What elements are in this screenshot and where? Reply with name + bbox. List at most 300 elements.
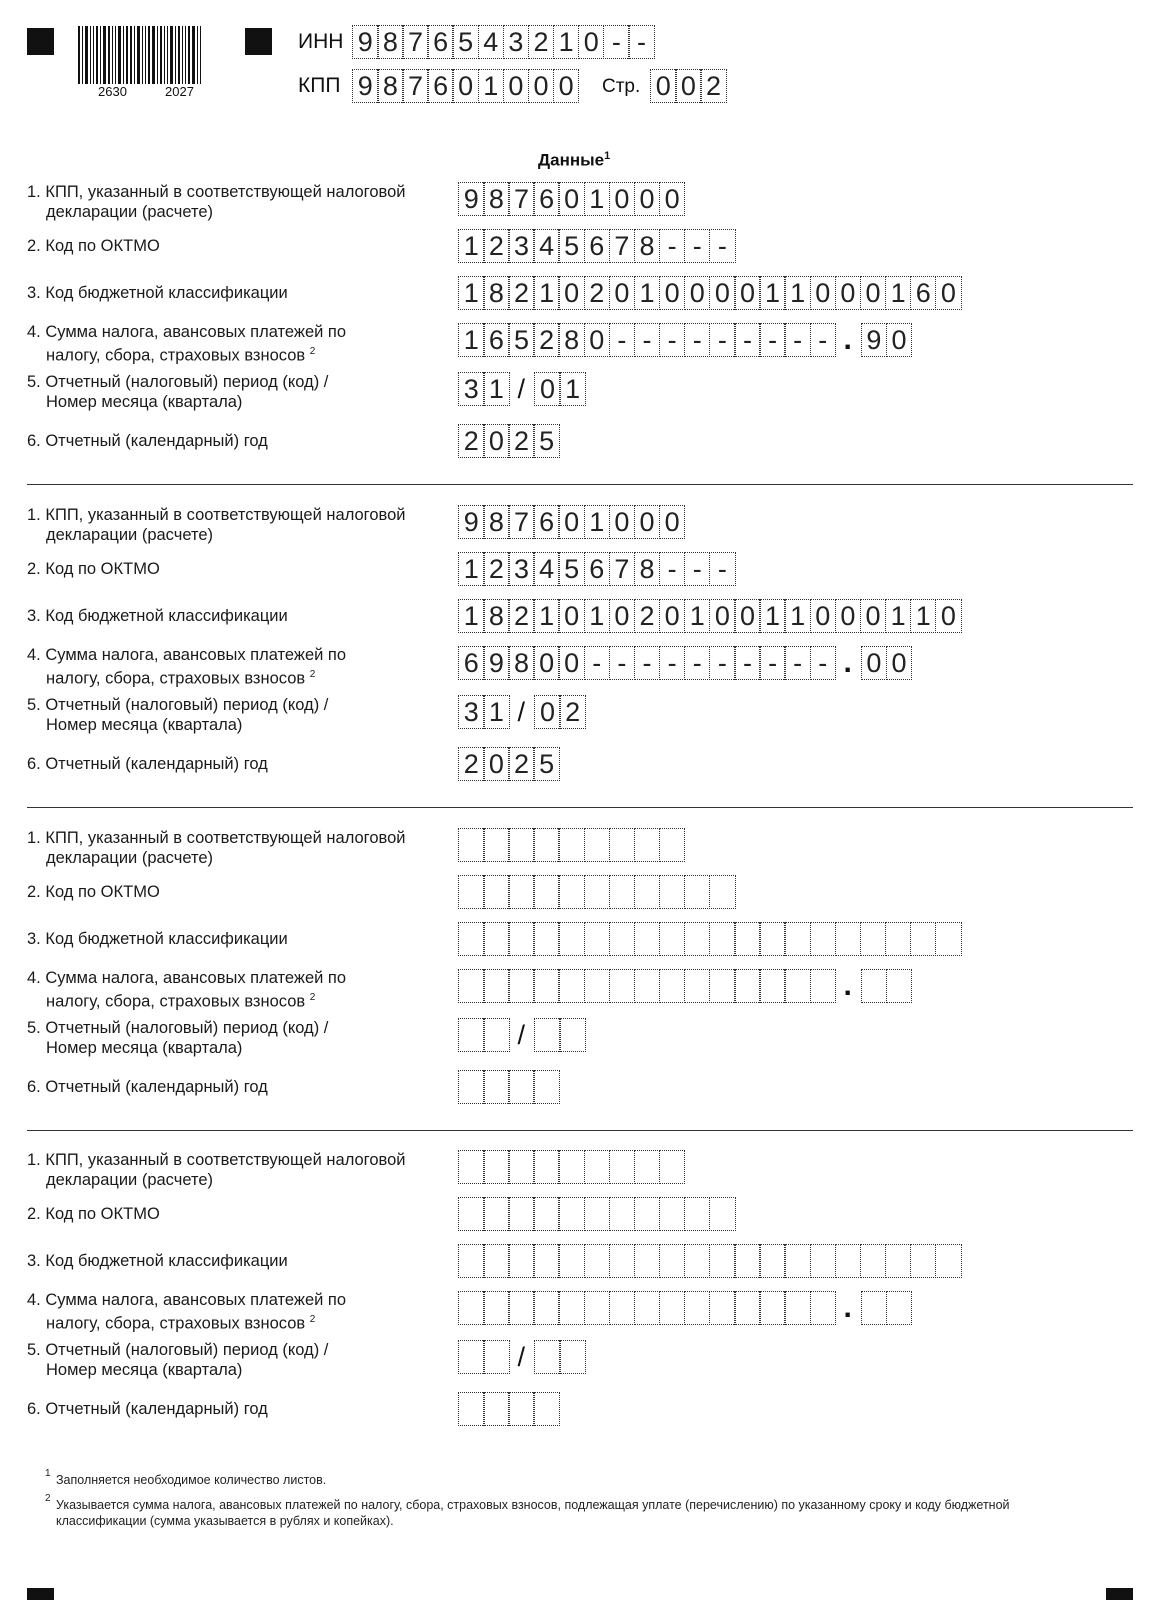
kbk-cell[interactable]: 0 — [558, 276, 585, 310]
kbk-cell[interactable]: 0 — [835, 599, 862, 633]
year-cell[interactable] — [508, 1392, 535, 1426]
kbk-cell[interactable] — [759, 922, 786, 956]
oktmo-cell[interactable]: 8 — [634, 229, 661, 263]
inn-cell[interactable]: 1 — [553, 25, 580, 59]
kbk-cell[interactable]: 1 — [885, 276, 912, 310]
oktmo-cell[interactable]: 5 — [558, 229, 585, 263]
sum-decimal-cell[interactable]: 0 — [861, 646, 888, 680]
kpp-cell[interactable]: 6 — [427, 69, 454, 103]
year-cell[interactable]: 2 — [508, 747, 535, 781]
kbk-cell[interactable]: 0 — [558, 599, 585, 633]
period-code-cell[interactable] — [458, 1340, 485, 1374]
oktmo-cell[interactable] — [584, 875, 611, 909]
kbk-cell[interactable]: 6 — [910, 276, 937, 310]
kbk-cell[interactable] — [558, 1244, 585, 1278]
kbk-cell[interactable]: 0 — [609, 276, 636, 310]
period-code-cell[interactable] — [483, 1018, 510, 1052]
oktmo-cell[interactable]: - — [684, 229, 711, 263]
year-cell[interactable] — [458, 1070, 485, 1104]
kbk-cell[interactable] — [609, 922, 636, 956]
kpp-cell[interactable]: 1 — [478, 69, 505, 103]
kpp-cell[interactable] — [533, 828, 560, 862]
kpp-cell[interactable] — [483, 1150, 510, 1184]
kbk-cell[interactable]: 1 — [784, 276, 811, 310]
kbk-cell[interactable]: 2 — [508, 276, 535, 310]
kpp-cell[interactable]: 0 — [553, 69, 580, 103]
kbk-cell[interactable] — [860, 922, 887, 956]
kbk-cell[interactable]: 1 — [885, 599, 912, 633]
kpp-cell[interactable] — [609, 1150, 636, 1184]
sum-integer-cell[interactable] — [458, 969, 485, 1003]
year-cell[interactable] — [533, 1070, 560, 1104]
period-code-cell[interactable] — [483, 1340, 510, 1374]
kbk-cell[interactable]: 0 — [684, 276, 711, 310]
kbk-cell[interactable]: 1 — [684, 599, 711, 633]
kbk-cell[interactable]: 2 — [584, 276, 611, 310]
oktmo-cell[interactable]: - — [659, 229, 686, 263]
kbk-cell[interactable] — [684, 1244, 711, 1278]
kbk-cell[interactable] — [659, 922, 686, 956]
oktmo-cell[interactable]: 4 — [533, 229, 560, 263]
kpp-cell[interactable]: 7 — [508, 505, 535, 539]
year-grid[interactable] — [458, 424, 558, 458]
kbk-cell[interactable]: 0 — [734, 276, 761, 310]
kpp-cell[interactable]: 9 — [458, 182, 485, 216]
year-cell[interactable]: 5 — [533, 747, 560, 781]
oktmo-cell[interactable] — [659, 1197, 686, 1231]
kbk-cell[interactable] — [584, 922, 611, 956]
kbk-cell[interactable] — [810, 922, 837, 956]
kbk-cell[interactable]: 0 — [659, 599, 686, 633]
kpp-cell[interactable]: 9 — [352, 69, 379, 103]
kpp-cell[interactable]: 0 — [634, 182, 661, 216]
year-cell[interactable] — [483, 1392, 510, 1426]
oktmo-cell[interactable]: 1 — [458, 552, 485, 586]
kbk-cell[interactable] — [709, 1244, 736, 1278]
oktmo-cell[interactable] — [458, 1197, 485, 1231]
sum-decimal-cell[interactable]: 0 — [886, 323, 913, 357]
period-month-cell[interactable]: 0 — [534, 695, 561, 729]
kbk-grid[interactable] — [458, 276, 960, 310]
kbk-cell[interactable] — [860, 1244, 887, 1278]
kbk-cell[interactable] — [483, 1244, 510, 1278]
oktmo-cell[interactable]: 3 — [508, 229, 535, 263]
kbk-cell[interactable] — [935, 922, 962, 956]
sum-integer-cell[interactable]: - — [759, 323, 786, 357]
sum-integer-cell[interactable]: - — [810, 646, 837, 680]
period-month-cell[interactable] — [559, 1340, 586, 1374]
sum-decimal-cell[interactable]: 9 — [861, 323, 888, 357]
sum-integer-cell[interactable]: 6 — [483, 323, 510, 357]
kbk-cell[interactable]: 0 — [860, 599, 887, 633]
inn-cell[interactable]: 8 — [377, 25, 404, 59]
kbk-cell[interactable]: 0 — [810, 599, 837, 633]
kpp-cell[interactable]: 0 — [659, 182, 686, 216]
year-grid[interactable] — [458, 1070, 558, 1104]
page-number-grid[interactable] — [650, 69, 725, 103]
year-cell[interactable] — [458, 1392, 485, 1426]
kbk-cell[interactable]: 0 — [935, 276, 962, 310]
oktmo-cell[interactable] — [558, 1197, 585, 1231]
sum-integer-cell[interactable]: 0 — [558, 646, 585, 680]
kpp-cell[interactable]: 8 — [483, 182, 510, 216]
kbk-cell[interactable]: 2 — [634, 599, 661, 633]
kpp-cell[interactable]: 0 — [609, 505, 636, 539]
kpp-cell[interactable]: 1 — [584, 182, 611, 216]
sum-integer-cell[interactable]: - — [709, 646, 736, 680]
sum-integer-cell[interactable]: 0 — [584, 323, 611, 357]
period-month-cell[interactable] — [534, 1018, 561, 1052]
kbk-cell[interactable] — [558, 922, 585, 956]
inn-cell[interactable]: 2 — [528, 25, 555, 59]
sum-integer-cell[interactable] — [609, 1291, 636, 1325]
kbk-cell[interactable] — [885, 922, 912, 956]
kbk-cell[interactable] — [458, 922, 485, 956]
sum-integer-cell[interactable]: - — [609, 323, 636, 357]
year-cell[interactable] — [533, 1392, 560, 1426]
oktmo-cell[interactable] — [533, 875, 560, 909]
year-cell[interactable]: 0 — [483, 424, 510, 458]
sum-integer-cell[interactable]: - — [734, 646, 761, 680]
kbk-cell[interactable]: 0 — [709, 276, 736, 310]
sum-integer-cell[interactable] — [634, 969, 661, 1003]
year-cell[interactable]: 5 — [533, 424, 560, 458]
sum-integer-cell[interactable] — [558, 969, 585, 1003]
sum-integer-cell[interactable]: - — [784, 646, 811, 680]
inn-cell[interactable]: 3 — [503, 25, 530, 59]
sum-integer-cell[interactable] — [659, 1291, 686, 1325]
sum-grid[interactable] — [458, 969, 911, 1003]
kbk-cell[interactable] — [734, 1244, 761, 1278]
oktmo-cell[interactable] — [483, 1197, 510, 1231]
kbk-cell[interactable]: 8 — [483, 276, 510, 310]
kbk-cell[interactable]: 1 — [784, 599, 811, 633]
period-grid[interactable] — [458, 1340, 584, 1374]
sum-integer-cell[interactable] — [709, 1291, 736, 1325]
kpp-cell[interactable]: 0 — [503, 69, 530, 103]
kpp-cell[interactable] — [458, 1150, 485, 1184]
year-cell[interactable]: 2 — [508, 424, 535, 458]
oktmo-grid[interactable] — [458, 1197, 734, 1231]
oktmo-cell[interactable]: 7 — [609, 229, 636, 263]
sum-integer-cell[interactable]: - — [634, 323, 661, 357]
kbk-cell[interactable] — [810, 1244, 837, 1278]
sum-integer-cell[interactable] — [659, 969, 686, 1003]
kbk-cell[interactable] — [659, 1244, 686, 1278]
sum-integer-cell[interactable] — [609, 969, 636, 1003]
kpp-cell[interactable]: 8 — [483, 505, 510, 539]
sum-integer-cell[interactable] — [634, 1291, 661, 1325]
kbk-cell[interactable] — [533, 1244, 560, 1278]
sum-integer-cell[interactable]: - — [584, 646, 611, 680]
oktmo-cell[interactable]: - — [659, 552, 686, 586]
sum-integer-cell[interactable] — [759, 1291, 786, 1325]
period-code-cell[interactable]: 3 — [458, 372, 485, 406]
kbk-cell[interactable]: 1 — [759, 276, 786, 310]
kbk-cell[interactable]: 1 — [533, 599, 560, 633]
kbk-cell[interactable] — [508, 1244, 535, 1278]
kbk-cell[interactable]: 0 — [609, 599, 636, 633]
oktmo-cell[interactable] — [584, 1197, 611, 1231]
sum-integer-cell[interactable] — [784, 969, 811, 1003]
inn-cell[interactable]: 6 — [427, 25, 454, 59]
sum-integer-cell[interactable] — [684, 969, 711, 1003]
sum-integer-cell[interactable]: 9 — [483, 646, 510, 680]
kpp-cell[interactable] — [609, 828, 636, 862]
period-code-cell[interactable] — [458, 1018, 485, 1052]
kpp-cell[interactable] — [634, 1150, 661, 1184]
oktmo-cell[interactable]: 2 — [483, 552, 510, 586]
year-grid[interactable] — [458, 1392, 558, 1426]
sum-integer-cell[interactable] — [558, 1291, 585, 1325]
sum-grid[interactable] — [458, 1291, 911, 1325]
sum-integer-cell[interactable] — [483, 969, 510, 1003]
kpp-cell[interactable]: 0 — [452, 69, 479, 103]
kbk-grid[interactable] — [458, 922, 960, 956]
kpp-cell[interactable]: 7 — [508, 182, 535, 216]
sum-integer-cell[interactable]: - — [784, 323, 811, 357]
oktmo-cell[interactable] — [634, 875, 661, 909]
sum-integer-cell[interactable] — [458, 1291, 485, 1325]
oktmo-cell[interactable] — [508, 1197, 535, 1231]
kbk-cell[interactable] — [910, 1244, 937, 1278]
kbk-cell[interactable] — [759, 1244, 786, 1278]
kbk-cell[interactable] — [885, 1244, 912, 1278]
sum-integer-cell[interactable] — [810, 969, 837, 1003]
kpp-cell[interactable] — [584, 828, 611, 862]
sum-integer-cell[interactable]: 8 — [558, 323, 585, 357]
period-code-cell[interactable]: 1 — [483, 372, 510, 406]
sum-integer-cell[interactable]: - — [659, 323, 686, 357]
kpp-cell[interactable]: 6 — [533, 182, 560, 216]
kbk-cell[interactable]: 0 — [709, 599, 736, 633]
kpp-grid[interactable] — [352, 69, 578, 103]
oktmo-cell[interactable] — [659, 875, 686, 909]
oktmo-cell[interactable] — [609, 875, 636, 909]
kbk-cell[interactable] — [910, 922, 937, 956]
kbk-cell[interactable] — [835, 922, 862, 956]
period-code-cell[interactable]: 3 — [458, 695, 485, 729]
kpp-cell[interactable] — [634, 828, 661, 862]
page-number-cell[interactable]: 2 — [700, 69, 727, 103]
year-cell[interactable]: 2 — [458, 747, 485, 781]
year-cell[interactable] — [483, 1070, 510, 1104]
kbk-grid[interactable] — [458, 1244, 960, 1278]
kpp-cell[interactable]: 0 — [528, 69, 555, 103]
inn-cell[interactable]: 4 — [478, 25, 505, 59]
oktmo-cell[interactable]: 3 — [508, 552, 535, 586]
kpp-cell[interactable]: 0 — [634, 505, 661, 539]
kbk-cell[interactable] — [458, 1244, 485, 1278]
inn-grid[interactable] — [352, 25, 653, 59]
oktmo-grid[interactable] — [458, 875, 734, 909]
sum-integer-cell[interactable]: 8 — [508, 646, 535, 680]
oktmo-cell[interactable] — [558, 875, 585, 909]
oktmo-cell[interactable]: - — [709, 229, 736, 263]
period-code-cell[interactable]: 1 — [483, 695, 510, 729]
kpp-cell[interactable]: 0 — [558, 505, 585, 539]
sum-integer-cell[interactable]: - — [684, 646, 711, 680]
kbk-cell[interactable]: 0 — [810, 276, 837, 310]
kbk-cell[interactable]: 0 — [860, 276, 887, 310]
kpp-cell[interactable] — [558, 1150, 585, 1184]
oktmo-cell[interactable]: 1 — [458, 229, 485, 263]
sum-integer-cell[interactable]: - — [634, 646, 661, 680]
kbk-cell[interactable]: 8 — [483, 599, 510, 633]
kbk-grid[interactable] — [458, 599, 960, 633]
kpp-grid[interactable] — [458, 828, 684, 862]
sum-integer-cell[interactable] — [810, 1291, 837, 1325]
oktmo-cell[interactable] — [709, 1197, 736, 1231]
sum-integer-cell[interactable]: - — [609, 646, 636, 680]
oktmo-cell[interactable] — [684, 875, 711, 909]
page-number-cell[interactable]: 0 — [675, 69, 702, 103]
sum-integer-cell[interactable]: 5 — [508, 323, 535, 357]
kbk-cell[interactable]: 0 — [935, 599, 962, 633]
oktmo-cell[interactable]: 6 — [584, 552, 611, 586]
sum-integer-cell[interactable] — [508, 1291, 535, 1325]
sum-integer-cell[interactable] — [784, 1291, 811, 1325]
inn-cell[interactable]: 9 — [352, 25, 379, 59]
sum-integer-cell[interactable]: 6 — [458, 646, 485, 680]
kbk-cell[interactable] — [483, 922, 510, 956]
oktmo-cell[interactable]: 6 — [584, 229, 611, 263]
sum-integer-cell[interactable] — [508, 969, 535, 1003]
sum-decimal-cell[interactable]: 0 — [886, 646, 913, 680]
period-month-cell[interactable]: 2 — [559, 695, 586, 729]
kbk-cell[interactable]: 1 — [533, 276, 560, 310]
kpp-cell[interactable]: 0 — [558, 182, 585, 216]
kbk-cell[interactable]: 1 — [458, 599, 485, 633]
kpp-cell[interactable] — [659, 1150, 686, 1184]
oktmo-cell[interactable]: 5 — [558, 552, 585, 586]
kbk-cell[interactable]: 0 — [734, 599, 761, 633]
oktmo-cell[interactable] — [609, 1197, 636, 1231]
kpp-cell[interactable] — [584, 1150, 611, 1184]
kbk-cell[interactable]: 0 — [659, 276, 686, 310]
kbk-cell[interactable]: 0 — [835, 276, 862, 310]
period-grid[interactable] — [458, 1018, 584, 1052]
period-month-cell[interactable]: 0 — [534, 372, 561, 406]
oktmo-grid[interactable] — [458, 552, 734, 586]
oktmo-cell[interactable]: 4 — [533, 552, 560, 586]
kbk-cell[interactable]: 1 — [458, 276, 485, 310]
kpp-cell[interactable]: 6 — [533, 505, 560, 539]
period-grid[interactable] — [458, 695, 584, 729]
inn-cell[interactable]: 5 — [452, 25, 479, 59]
oktmo-cell[interactable] — [634, 1197, 661, 1231]
sum-decimal-cell[interactable] — [886, 1291, 913, 1325]
period-month-cell[interactable] — [534, 1340, 561, 1374]
sum-grid[interactable] — [458, 323, 911, 357]
kbk-cell[interactable] — [634, 922, 661, 956]
kpp-cell[interactable]: 1 — [584, 505, 611, 539]
kpp-cell[interactable]: 7 — [402, 69, 429, 103]
oktmo-cell[interactable] — [533, 1197, 560, 1231]
kpp-cell[interactable] — [558, 828, 585, 862]
kbk-cell[interactable] — [609, 1244, 636, 1278]
sum-integer-cell[interactable] — [734, 969, 761, 1003]
period-month-cell[interactable]: 1 — [559, 372, 586, 406]
kpp-cell[interactable]: 0 — [609, 182, 636, 216]
period-grid[interactable] — [458, 372, 584, 406]
kbk-cell[interactable] — [784, 922, 811, 956]
oktmo-cell[interactable] — [709, 875, 736, 909]
year-cell[interactable]: 2 — [458, 424, 485, 458]
kbk-cell[interactable]: 1 — [634, 276, 661, 310]
kbk-cell[interactable] — [508, 922, 535, 956]
sum-integer-cell[interactable] — [584, 969, 611, 1003]
oktmo-cell[interactable] — [483, 875, 510, 909]
kbk-cell[interactable] — [935, 1244, 962, 1278]
sum-decimal-cell[interactable] — [861, 969, 888, 1003]
sum-integer-cell[interactable]: 2 — [533, 323, 560, 357]
sum-integer-cell[interactable] — [709, 969, 736, 1003]
kbk-cell[interactable] — [684, 922, 711, 956]
year-cell[interactable] — [508, 1070, 535, 1104]
sum-integer-cell[interactable] — [584, 1291, 611, 1325]
page-number-cell[interactable]: 0 — [650, 69, 677, 103]
kpp-cell[interactable] — [483, 828, 510, 862]
oktmo-cell[interactable]: 7 — [609, 552, 636, 586]
sum-integer-cell[interactable]: 1 — [458, 323, 485, 357]
kbk-cell[interactable]: 1 — [584, 599, 611, 633]
kpp-cell[interactable]: 9 — [458, 505, 485, 539]
sum-integer-cell[interactable] — [533, 969, 560, 1003]
inn-cell[interactable]: 0 — [578, 25, 605, 59]
sum-integer-cell[interactable]: - — [659, 646, 686, 680]
period-month-cell[interactable] — [559, 1018, 586, 1052]
inn-cell[interactable]: - — [628, 25, 655, 59]
oktmo-cell[interactable]: - — [709, 552, 736, 586]
kpp-cell[interactable] — [508, 828, 535, 862]
kbk-cell[interactable] — [835, 1244, 862, 1278]
sum-integer-cell[interactable] — [734, 1291, 761, 1325]
kbk-cell[interactable]: 1 — [910, 599, 937, 633]
kbk-cell[interactable]: 2 — [508, 599, 535, 633]
kpp-cell[interactable]: 8 — [377, 69, 404, 103]
kbk-cell[interactable] — [634, 1244, 661, 1278]
oktmo-cell[interactable]: 8 — [634, 552, 661, 586]
kbk-cell[interactable] — [584, 1244, 611, 1278]
kbk-cell[interactable] — [734, 922, 761, 956]
kbk-cell[interactable]: 1 — [759, 599, 786, 633]
kbk-cell[interactable] — [709, 922, 736, 956]
sum-integer-cell[interactable]: - — [709, 323, 736, 357]
kpp-cell[interactable] — [533, 1150, 560, 1184]
kpp-cell[interactable] — [458, 828, 485, 862]
year-grid[interactable] — [458, 747, 558, 781]
sum-integer-cell[interactable] — [759, 969, 786, 1003]
kpp-grid[interactable] — [458, 1150, 684, 1184]
oktmo-cell[interactable]: - — [684, 552, 711, 586]
inn-cell[interactable]: - — [603, 25, 630, 59]
sum-integer-cell[interactable]: - — [734, 323, 761, 357]
inn-cell[interactable]: 7 — [402, 25, 429, 59]
sum-integer-cell[interactable] — [483, 1291, 510, 1325]
sum-integer-cell[interactable]: - — [810, 323, 837, 357]
kpp-grid[interactable] — [458, 505, 684, 539]
oktmo-cell[interactable]: 2 — [483, 229, 510, 263]
sum-integer-cell[interactable] — [533, 1291, 560, 1325]
sum-grid[interactable] — [458, 646, 911, 680]
sum-decimal-cell[interactable] — [861, 1291, 888, 1325]
kpp-grid[interactable] — [458, 182, 684, 216]
sum-integer-cell[interactable]: 0 — [533, 646, 560, 680]
sum-integer-cell[interactable]: - — [684, 323, 711, 357]
kbk-cell[interactable] — [533, 922, 560, 956]
sum-decimal-cell[interactable] — [886, 969, 913, 1003]
